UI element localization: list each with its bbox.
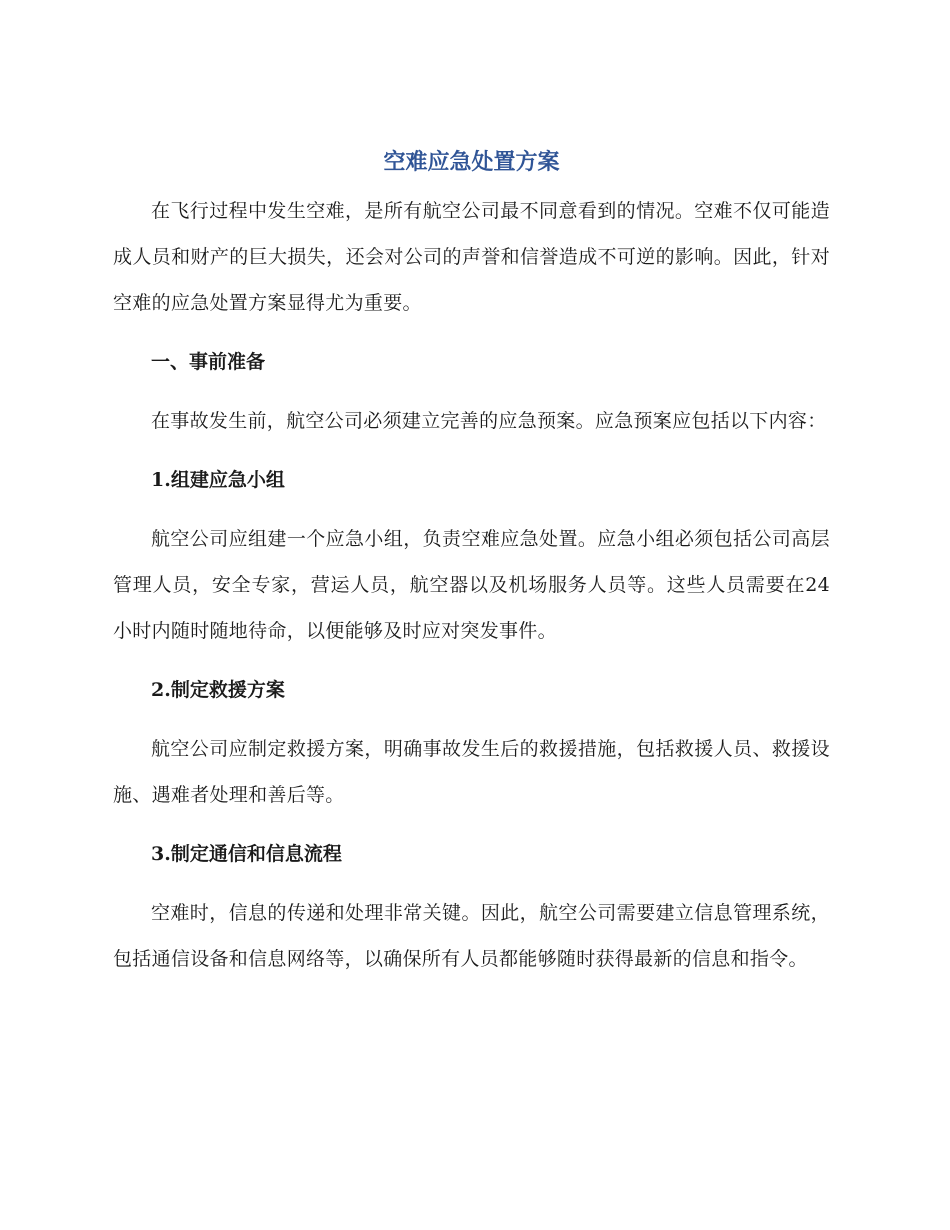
subsection-heading-communication: 3.制定通信和信息流程	[151, 843, 342, 865]
intro-paragraph: 在飞行过程中发生空难，是所有航空公司最不同意看到的情况。空难不仅可能造成人员和财产的巨大损失，还会对公司的声誉和信誉造成不可逆的影响。因此，针对空难的应急处置方案显得尤为重要。	[113, 200, 830, 314]
subsection-heading-rescue-plan: 2.制定救援方案	[151, 679, 285, 701]
document-page	[113, 146, 830, 982]
document-title: 空难应急处置方案	[383, 150, 560, 175]
subsection-paragraph-emergency-team: 航空公司应组建一个应急小组，负责空难应急处置。应急小组必须包括公司高层管理人员，安全专家，营运人员，航空器以及机场服务人员等。这些人员需要在24小时内随时随地待命，以便能够及时应对突发事件。	[113, 528, 830, 642]
subsection-paragraph-communication: 空难时，信息的传递和处理非常关键。因此，航空公司需要建立信息管理系统，包括通信设备和信息网络等，以确保所有人员都能够随时获得最新的信息和指令。	[113, 902, 830, 970]
section-heading-preparation: 一、事前准备	[151, 351, 266, 373]
section-paragraph-preparation: 在事故发生前，航空公司必须建立完善的应急预案。应急预案应包括以下内容：	[151, 410, 827, 432]
subsection-paragraph-rescue-plan: 航空公司应制定救援方案，明确事故发生后的救援措施，包括救援人员、救援设施、遇难者处理和善后等。	[113, 738, 830, 806]
subsection-heading-emergency-team: 1.组建应急小组	[151, 469, 285, 491]
